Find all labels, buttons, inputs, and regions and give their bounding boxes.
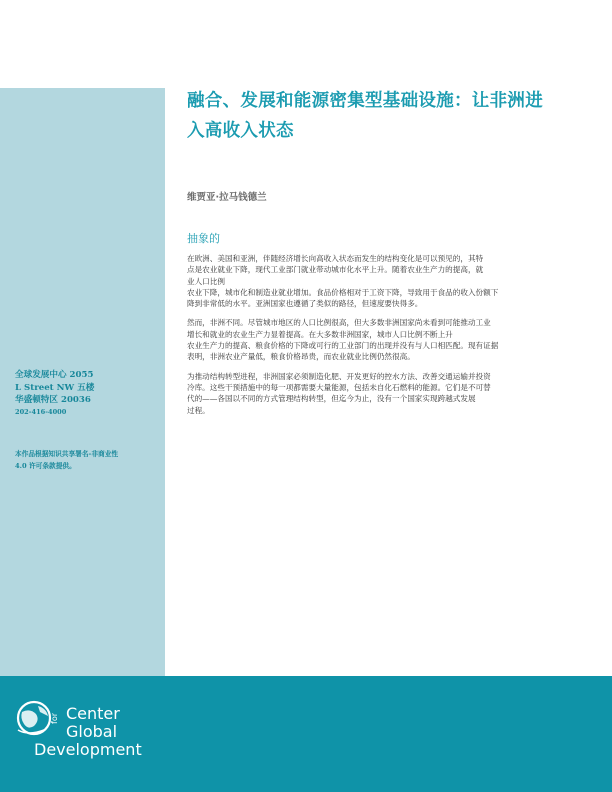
text-line: 冷库。这些干预措施中的每一项都需要大量能源，包括未自化石燃料的能源。它们是不可替 xyxy=(187,382,491,392)
text-line: 为推动结构转型进程，非洲国家必须制造化肥、开发更好的控水方法、改善交通运输并投资 xyxy=(187,371,491,381)
text-line: 农业生产力的提高、粮食价格的下降或可行的工业部门的出现并没有与人口相匹配。现有证据 xyxy=(187,341,499,351)
logo-line: Development xyxy=(34,740,142,759)
abstract-paragraph xyxy=(187,253,587,309)
address-line: L Street NW 五楼 xyxy=(15,382,95,393)
paper-title xyxy=(187,86,587,146)
cgd-logo xyxy=(14,700,164,764)
text-line: 业人口比例 xyxy=(187,276,225,286)
text-line: 代的——各国以不同的方式管理结构转型，但迄今为止，没有一个国家实现跨越式发展 xyxy=(187,394,476,404)
text-line: 表明，非洲农业产量低，粮食价格昂贵，而农业就业比例仍然很高。 xyxy=(187,352,415,362)
title-line: 入高收入状态 xyxy=(187,121,294,141)
logo-line: Global xyxy=(66,722,118,741)
text-line: 然而，非洲不同。尽管城市地区的人口比例很高，但大多数非洲国家尚未看到可能推动工业 xyxy=(187,318,491,328)
abstract-paragraph xyxy=(187,371,587,416)
abstract-paragraph xyxy=(187,317,587,362)
address-line: 华盛顿特区 20036 xyxy=(15,395,91,406)
address-line: 全球发展中心 2055 xyxy=(15,370,94,380)
logo-for-word: for xyxy=(50,713,59,724)
text-line: 点是农业就业下降，现代工业部门就业带动城市化水平上升。随着农业生产力的提高，就 xyxy=(187,265,484,275)
text-line: 降到非常低的水平。亚洲国家也遵循了类似的路径，但速度要快得多。 xyxy=(187,299,423,309)
logo-line: Center xyxy=(66,704,120,723)
text-line: 过程。 xyxy=(187,405,210,415)
phone-number: 202-416-4000 xyxy=(15,407,67,416)
title-line: 融合、发展和能源密集型基础设施：让非洲进 xyxy=(187,91,543,111)
text-line: 在欧洲、美国和亚洲，伴随经济增长向高收入状态而发生的结构变化是可以预见的，其特 xyxy=(187,254,484,263)
logo-wordmark xyxy=(34,705,142,759)
text-line: 增长和就业的农业生产力显着提高。在大多数非洲国家，城市人口比例不断上升 xyxy=(187,329,453,339)
address-block xyxy=(15,369,94,418)
abstract-body xyxy=(187,253,587,424)
text-line: 农业下降，城市化和制造业就业增加。食品价格相对于工资下降，导致用于食品的收入份额下 xyxy=(187,287,499,297)
license-line: 本作品根据知识共享署名-非商业性 xyxy=(15,450,119,458)
license-line: 4.0 许可条款提供。 xyxy=(15,462,76,470)
license-note xyxy=(15,448,155,472)
abstract-heading: 抽象的 xyxy=(187,232,220,245)
author-name: 维贾亚·拉马钱德兰 xyxy=(187,192,267,203)
